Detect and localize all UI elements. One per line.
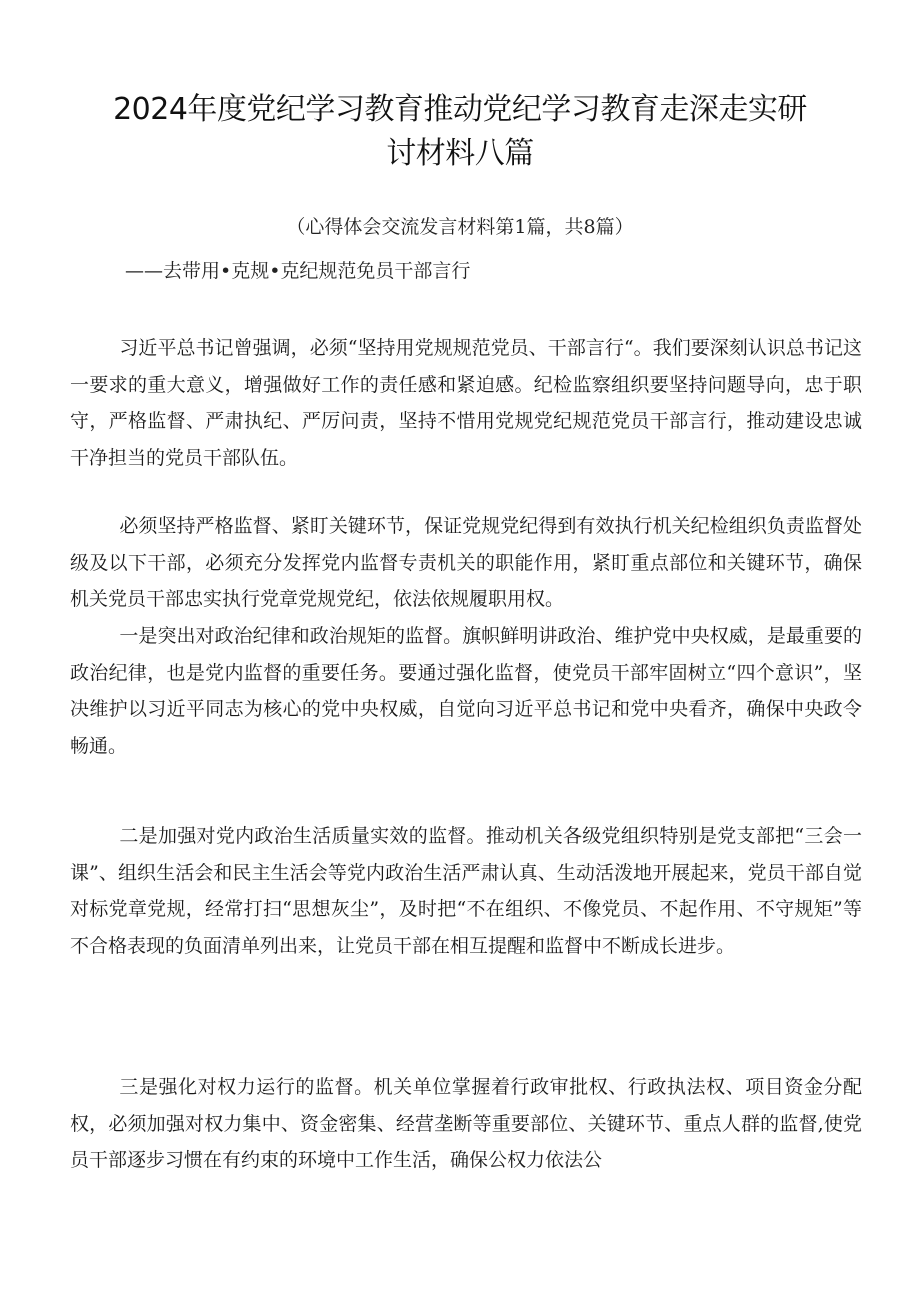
section-heading: ——去带用•克规•克纪规范免员干部言行 [125,260,471,282]
document-title: 2024年度党纪学习教育推动党纪学习教育走深走实研讨材料八篇 [113,92,807,171]
paragraph-3: 一是突出对政治纪律和政治规矩的监督。旗帜鲜明讲政治、维护党中央权威，是最重要的政治纪律，也是党内监督的重要任务。要通过强化监督，使党员干部牢固树立“四个意识”，坚决维护以习近平同志为核心的党中央权威，自觉向习近平总书记和党中央看齐，确保中央政令畅通。 [70,625,862,757]
paragraph-1: 习近平总书记曾强调，必须“坚持用党规规范党员、干部言行“。我们要深刻认识总书记这一要求的重大意义，增强做好工作的责任感和紧迫感。纪检监察组织要坚持问题导向，忠于职守，严格监督、严肃执纪、严厉问责，坚持不惜用党规党纪规范党员干部言行，推动建设忠诚干净担当的党员干部队伍。 [70,337,862,469]
paragraph-4: 二是加强对党内政治生活质量实效的监督。推动机关各级党组织特别是党支部把“三会一课”、组织生活会和民主生活会等党内政治生活严肃认真、生动活泼地开展起来，党员干部自觉对标党章党规，经常打扫“思想灰尘”，及时把“不在组织、不像党员、不起作用、不守规矩”等不合格表现的负面清单列出来，让党员干部在相互提醒和监督中不断成长进步。 [70,825,862,957]
paragraph-2: 必须坚持严格监督、紧盯关键环节，保证党规党纪得到有效执行机关纪检组织负责监督处级及以下干部，必须充分发挥党内监督专责机关的职能作用，紧盯重点部位和关键环节，确保机关党员干部忠实执行党章党规党纪，依法依规履职用权。 [70,515,862,610]
document-subtitle: （心得体会交流发言材料第1篇，共8篇） [286,216,634,238]
paragraph-5: 三是强化对权力运行的监督。机关单位掌握着行政审批权、行政执法权、项目资金分配权，必须加强对权力集中、资金密集、经营垄断等重要部位、关键环节、重点人群的监督,使党员干部逐步习惯在有约束的环境中工作生活，确保公权力依法公 [70,1076,862,1171]
